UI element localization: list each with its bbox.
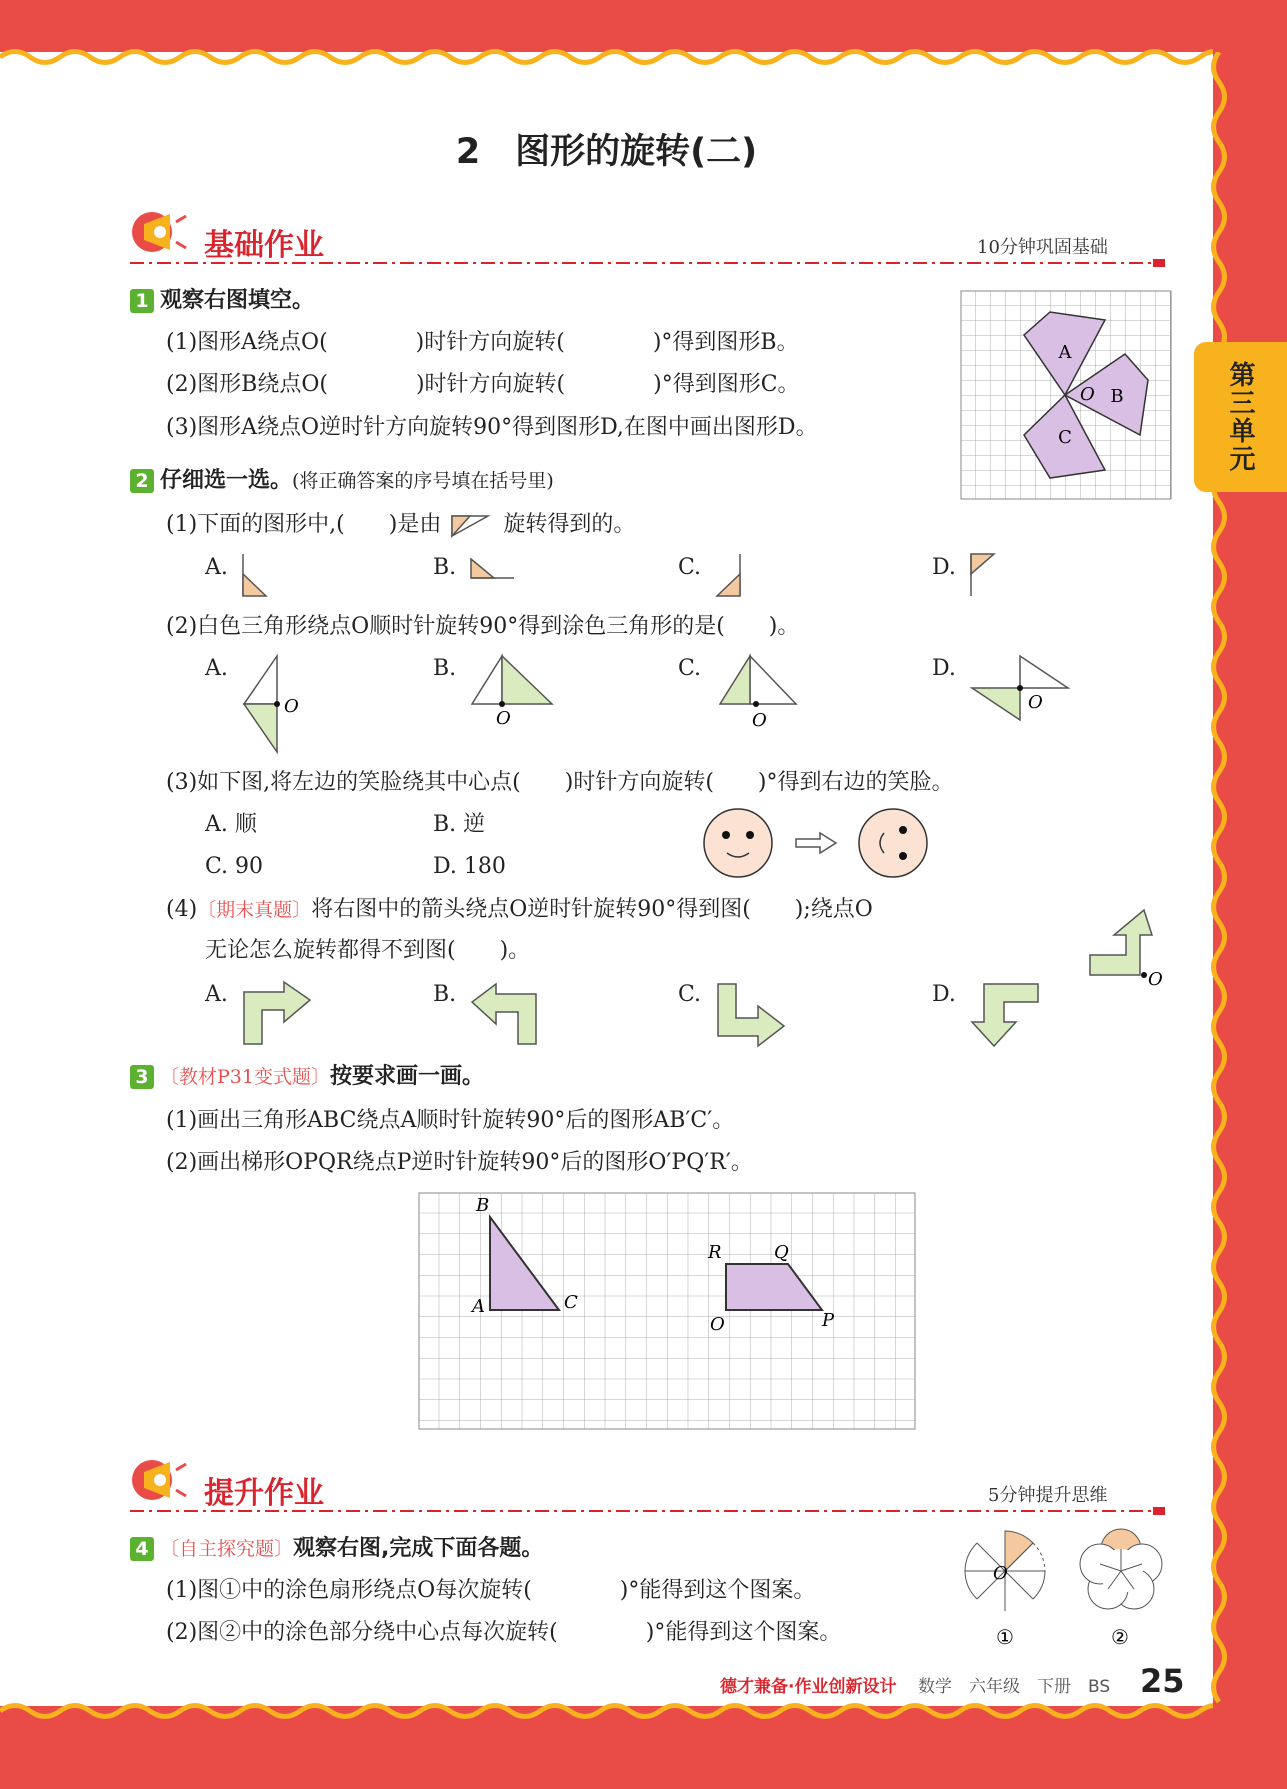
- q1-part2: (2)图形B绕点O( )时针方向旋转( )°得到图形C。: [166, 372, 800, 397]
- q2-s4-opt-d[interactable]: D.: [932, 982, 956, 1007]
- q2-sub1-stem: (1)下面的图形中,( )是由 旋转得到的。: [166, 512, 636, 537]
- svg-text:O: O: [1148, 969, 1163, 990]
- q2-s2-opt-a[interactable]: A.: [205, 656, 228, 681]
- q3-part1: (1)画出三角形ABC绕点A顺时针旋转90°后的图形AB′C′。: [166, 1108, 735, 1133]
- q2-sub3-stem: (3)如下图,将左边的笑脸绕其中心点( )时针方向旋转( )°得到右边的笑脸。: [166, 770, 954, 795]
- q2-s4-opt-b[interactable]: B.: [433, 982, 457, 1007]
- q2-s1-opt-a[interactable]: A.: [205, 555, 228, 580]
- q2-s3-smiley-figures: [700, 805, 940, 881]
- q4-part2: (2)图②中的涂色部分绕中心点每次旋转( )°能得到这个图案。: [166, 1620, 842, 1645]
- q2-s2-shape-a: [240, 652, 300, 752]
- q2-s4-reference-arrow: [1088, 905, 1168, 990]
- q2-s3-opt-b[interactable]: B. 逆: [433, 812, 486, 837]
- label-b: B: [1110, 386, 1124, 407]
- q1-part1: (1)图形A绕点O( )时针方向旋转( )°得到图形B。: [166, 330, 799, 355]
- svg-text:A: A: [472, 1296, 485, 1317]
- q2-s4-arrow-a: [242, 980, 312, 1046]
- flower-pattern-figure-2: [1080, 1529, 1162, 1609]
- svg-text:C: C: [564, 1292, 578, 1313]
- q2-s1-opt-c[interactable]: C.: [678, 555, 702, 580]
- smiley-right-icon: [859, 809, 927, 877]
- q2-s2-opt-d[interactable]: D.: [932, 656, 956, 681]
- q2-s4-opt-a[interactable]: A.: [205, 982, 228, 1007]
- q2-sub4-stem2: 无论怎么旋转都得不到图( )。: [205, 938, 531, 963]
- basic-section-heading: 基础作业: [204, 228, 324, 263]
- footer-brand: 德才兼备·作业创新设计: [720, 1677, 897, 1697]
- q2-s2-shape-d: [970, 652, 1080, 732]
- svg-text:O: O: [993, 1563, 1008, 1584]
- svg-text:B: B: [476, 1195, 490, 1216]
- advanced-section-heading: 提升作业: [204, 1476, 324, 1511]
- q3-part2: (2)画出梯形OPQR绕点P逆时针旋转90°后的图形O′PQ′R′。: [166, 1150, 753, 1175]
- q2-s2-shape-b: [470, 652, 560, 727]
- label-o: O: [1080, 384, 1095, 405]
- q2-heading: 2 仔细选一选。(将正确答案的序号填在括号里): [130, 468, 554, 494]
- basic-section-subtitle: 10分钟巩固基础: [977, 237, 1108, 258]
- q2-s4-arrow-c: [716, 982, 786, 1048]
- q3-heading: 3 〔教材P31变式题〕按要求画一画。: [130, 1064, 484, 1090]
- q2-s3-opt-d[interactable]: D. 180: [433, 854, 506, 879]
- basic-section-divider: [130, 258, 1170, 268]
- q1-heading: 1 观察右图填空。: [130, 288, 314, 314]
- svg-text:Q: Q: [774, 1242, 789, 1263]
- label-c: C: [1058, 427, 1072, 448]
- q2-sub2-stem: (2)白色三角形绕点O顺时针旋转90°得到涂色三角形的是( )。: [166, 614, 800, 639]
- arrow-right-icon: [796, 833, 836, 853]
- q4-part1: (1)图①中的涂色扇形绕点O每次旋转( )°能得到这个图案。: [166, 1578, 816, 1603]
- q2-s1-opt-b[interactable]: B.: [433, 555, 457, 580]
- footer-info: 数学 六年级 下册 BS: [918, 1677, 1111, 1697]
- label-a: A: [1058, 342, 1072, 363]
- unit-side-tab: 第三单元: [1194, 342, 1287, 492]
- q2-sub4-stem: (4)〔期末真题〕将右图中的箭头绕点O逆时针旋转90°得到图( );绕点O: [166, 897, 873, 922]
- svg-text:R: R: [708, 1242, 722, 1263]
- q2-s1-shape-a: [240, 552, 270, 600]
- q3-grid-figure: [418, 1192, 916, 1430]
- q2-s4-arrow-d: [970, 982, 1040, 1048]
- megaphone-icon: [130, 208, 190, 258]
- q4-heading: 4 〔自主探究题〕观察右图,完成下面各题。: [130, 1536, 543, 1562]
- bottom-wave-border: [0, 1700, 1213, 1722]
- q2-s3-opt-c[interactable]: C. 90: [205, 854, 264, 879]
- figure-1-label: ①: [996, 1625, 1014, 1649]
- svg-text:O: O: [752, 710, 767, 731]
- figure-2-label: ②: [1111, 1625, 1129, 1649]
- q2-s1-shape-d: [968, 552, 998, 600]
- page-number: 25: [1140, 1662, 1185, 1700]
- advanced-section-subtitle: 5分钟提升思维: [988, 1485, 1108, 1506]
- q2-s4-arrow-b: [470, 982, 540, 1048]
- smiley-left-icon: [704, 809, 772, 877]
- svg-text:O: O: [284, 696, 299, 717]
- q2-s2-opt-b[interactable]: B.: [433, 656, 457, 681]
- q1-part3: (3)图形A绕点O逆时针方向旋转90°得到图形D,在图中画出图形D。: [166, 415, 818, 440]
- right-wave-border: [1206, 52, 1232, 1712]
- megaphone-icon: [130, 1456, 190, 1506]
- fan-pattern-figure-1: [965, 1531, 1045, 1611]
- q2-s4-opt-c[interactable]: C.: [678, 982, 702, 1007]
- advanced-section-divider: [130, 1506, 1170, 1516]
- top-wave-border: [0, 46, 1213, 68]
- q4-figures: [958, 1526, 1178, 1654]
- q2-s1-opt-d[interactable]: D.: [932, 555, 956, 580]
- svg-text:O: O: [1028, 692, 1043, 713]
- q2-s1-shape-b: [468, 556, 516, 582]
- q2-s3-opt-a[interactable]: A. 顺: [205, 812, 257, 837]
- svg-text:P: P: [822, 1310, 835, 1331]
- flag-shape-icon: [448, 512, 496, 538]
- q2-s1-shape-c: [714, 552, 744, 600]
- q1-grid-figure: [960, 290, 1172, 500]
- svg-text:O: O: [496, 708, 511, 729]
- q2-s2-opt-c[interactable]: C.: [678, 656, 702, 681]
- q2-s2-shape-c: [716, 652, 806, 732]
- svg-text:O: O: [710, 1314, 725, 1335]
- page-title: 2 图形的旋转(二): [455, 132, 758, 172]
